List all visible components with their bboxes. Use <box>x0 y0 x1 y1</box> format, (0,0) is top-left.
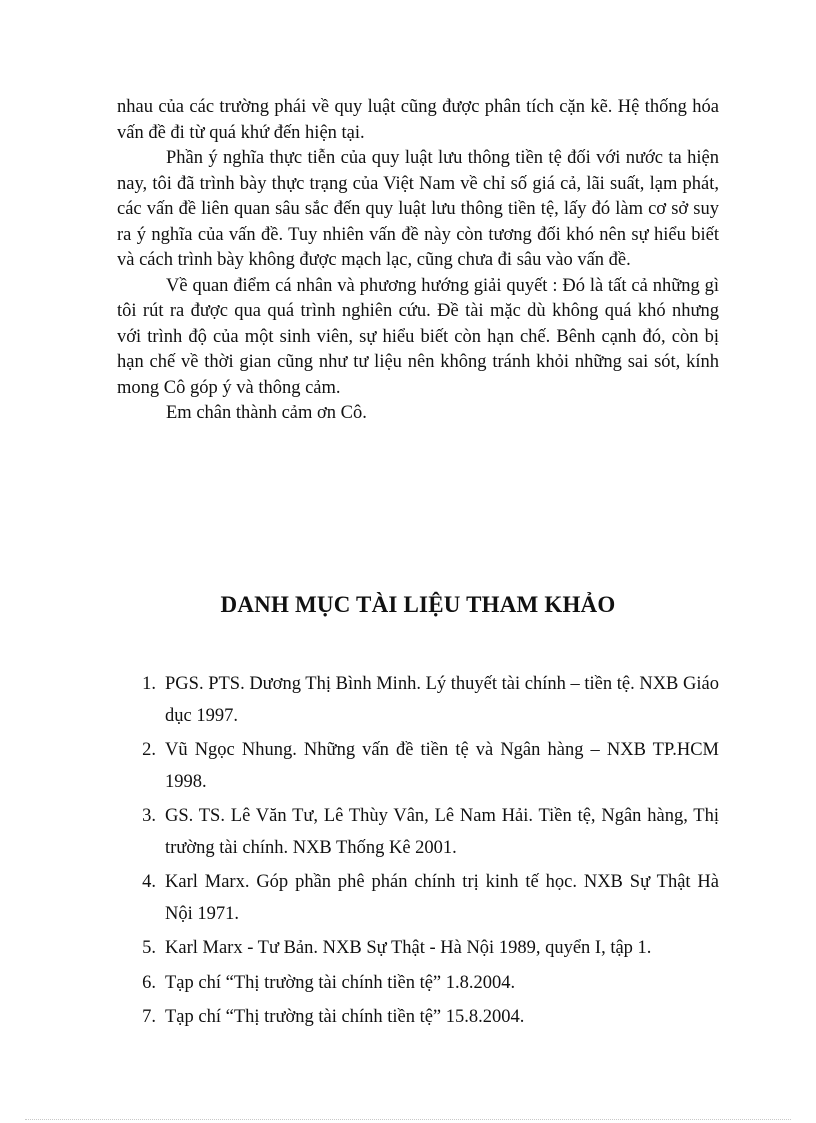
reference-item <box>117 933 719 965</box>
paragraph-closing: Em chân thành cảm ơn Cô. <box>166 403 367 423</box>
reference-number: 5. <box>142 938 156 958</box>
paragraph: Phần ý nghĩa thực tiễn của quy luật lưu thông tiền tệ đối với nước ta hiện nay, tôi đã trình bày thực trạng của Việt Nam về chỉ số giá cả, lãi suất, lạm phát, các vấn đề liên quan sâu sắc đến quy luật lưu thông tiền tệ, lấy đó làm cơ sở suy ra ý nghĩa của vấn đề. Tuy nhiên vấn đề này còn tương đối khó nên sự hiểu biết và cách trình bày không được mạch lạc, cũng chưa đi sâu vào vấn đề. <box>117 148 719 270</box>
reference-text: Vũ Ngọc Nhung. Những vấn đề tiền tệ và Ngân hàng – NXB TP.HCM 1998. <box>165 740 719 792</box>
reference-text: Tạp chí “Thị trường tài chính tiền tệ” 1.8.2004. <box>165 972 516 993</box>
reference-item <box>117 801 719 864</box>
reference-item <box>117 968 719 1000</box>
reference-text: Tạp chí “Thị trường tài chính tiền tệ” 15.8.2004. <box>165 1007 525 1027</box>
page-bottom-divider <box>25 1119 791 1120</box>
reference-number: 2. <box>142 740 156 760</box>
reference-text: PGS. PTS. Dương Thị Bình Minh. Lý thuyết tài chính – tiền tệ. NXB Giáo dục 1997. <box>165 674 719 726</box>
body-text <box>117 95 719 427</box>
reference-number: 4. <box>142 872 156 892</box>
references-list <box>117 669 719 1037</box>
reference-item <box>117 1002 719 1034</box>
reference-number: 6. <box>142 972 156 993</box>
paragraph: nhau của các trường phái về quy luật cũng được phân tích cặn kẽ. Hệ thống hóa vấn đề đi từ quá khứ đến hiện tại. <box>117 97 719 143</box>
reference-text: Karl Marx. Góp phần phê phán chính trị kinh tế học. NXB Sự Thật Hà Nội 1971. <box>165 872 719 924</box>
reference-item <box>117 867 719 930</box>
references-title: DANH MỤC TÀI LIỆU THAM KHẢO <box>220 592 616 617</box>
reference-item <box>117 669 719 732</box>
paragraph: Về quan điểm cá nhân và phương hướng giải quyết : Đó là tất cả những gì tôi rút ra được qua quá trình nghiên cứu. Đề tài mặc dù không quá khó nhưng với trình độ của một sinh viên, sự hiểu biết còn hạn chế. Bênh cạnh đó, còn bị hạn chế về thời gian cũng như tư liệu nên không tránh khỏi những sai sót, kính mong Cô góp ý và thông cảm. <box>117 275 719 398</box>
reference-number: 3. <box>142 806 156 826</box>
reference-text: Karl Marx - Tư Bản. NXB Sự Thật - Hà Nội 1989, quyển I, tập 1. <box>165 938 652 958</box>
reference-text: GS. TS. Lê Văn Tư, Lê Thùy Vân, Lê Nam Hải. Tiền tệ, Ngân hàng, Thị trường tài chính. NXB Thống Kê 2001. <box>165 806 719 858</box>
reference-number: 1. <box>142 674 156 694</box>
reference-number: 7. <box>142 1007 156 1027</box>
reference-item <box>117 735 719 798</box>
